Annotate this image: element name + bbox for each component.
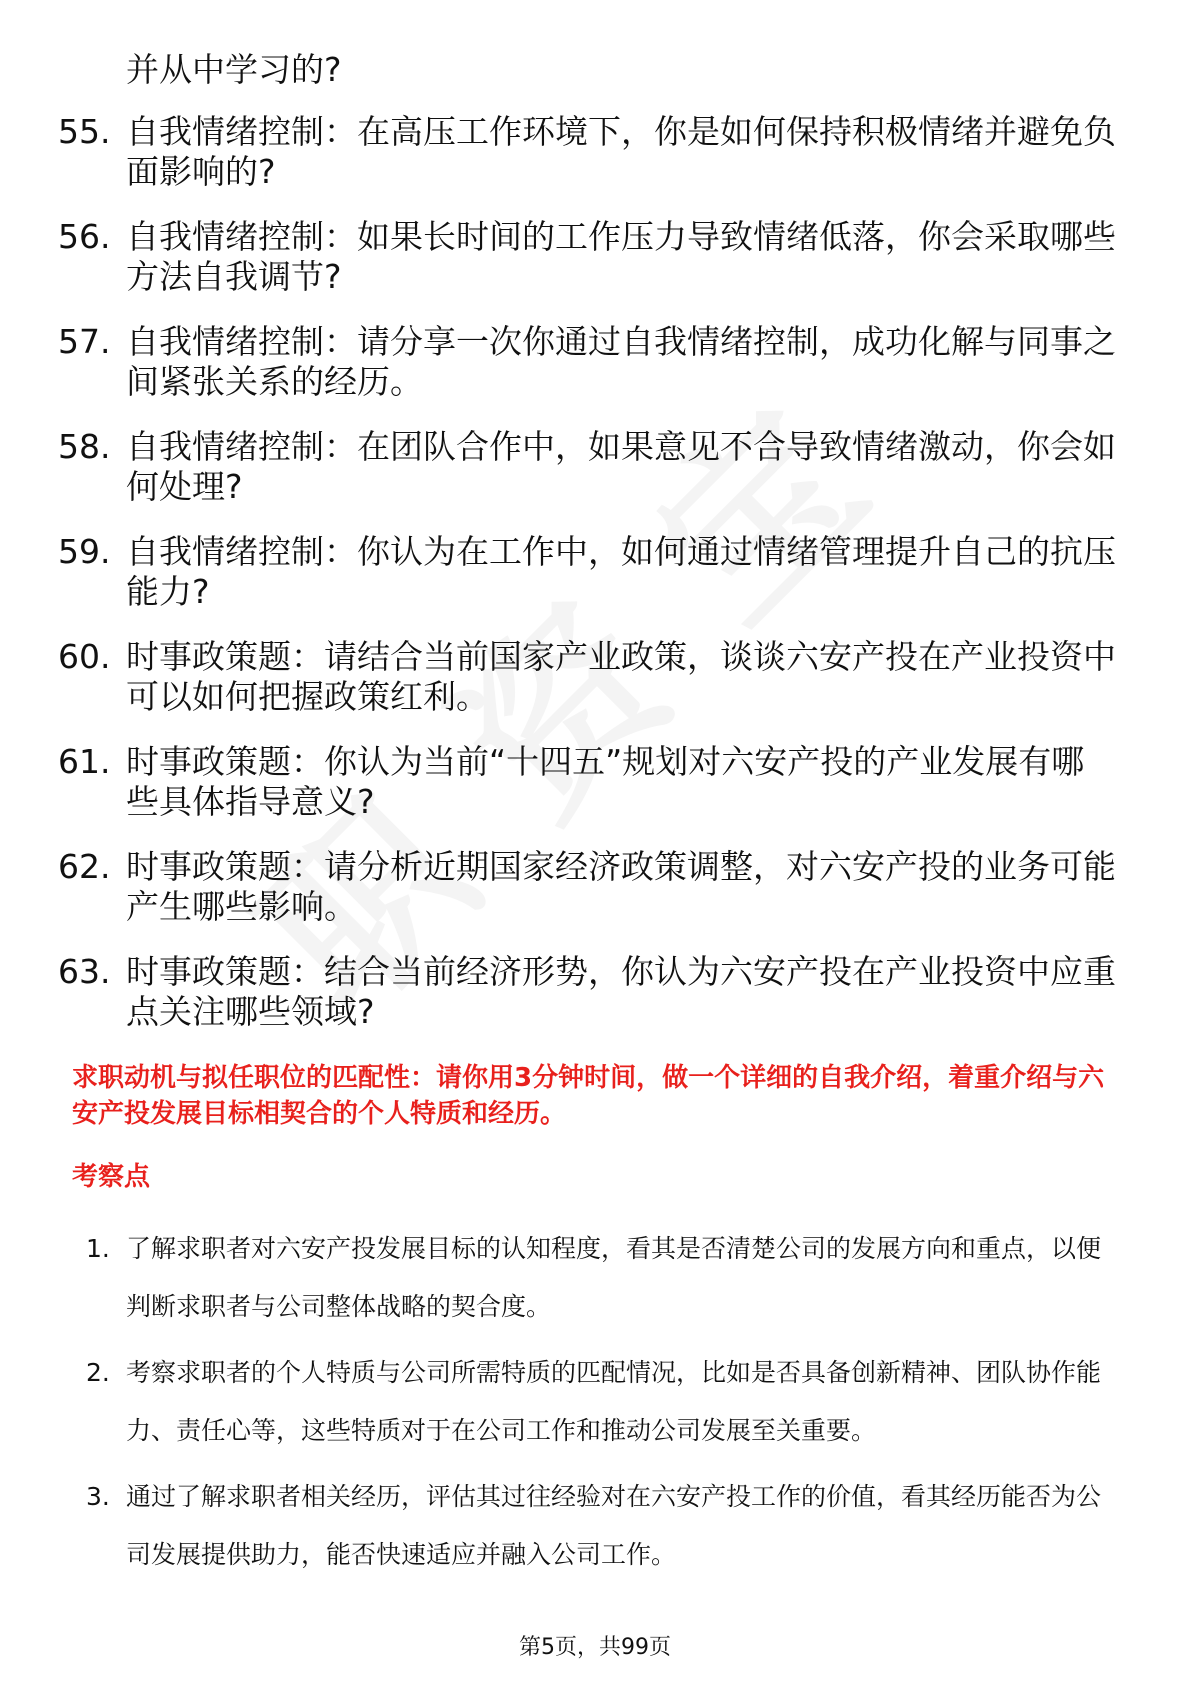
question-number: 58. [58, 427, 111, 466]
list-item [0, 217, 1190, 299]
question-text: 自我情绪控制：请分享一次你通过自我情绪控制，成功化解与同事之间紧张关系的经历。 [126, 322, 1116, 401]
list-item [0, 742, 1190, 824]
point-text: 了解求职者对六安产投发展目标的认知程度，看其是否清楚公司的发展方向和重点，以便判断求职者与公司整体战略的契合度。 [126, 1234, 1102, 1321]
assessment-points [0, 1220, 1190, 1592]
list-item [0, 1220, 1190, 1336]
question-number: 57. [58, 322, 111, 361]
question-list [0, 112, 1190, 1057]
question-text: 时事政策题：你认为当前“十四五”规划对六安产投的产业发展有哪些具体指导意义? [126, 742, 1085, 821]
question-text: 自我情绪控制：如果长时间的工作压力导致情绪低落，你会采取哪些方法自我调节? [126, 217, 1116, 296]
page-footer: 第5页，共99页 [519, 1635, 671, 1660]
list-item [0, 1468, 1190, 1584]
question-number: 63. [58, 952, 111, 991]
question-text: 时事政策题：请分析近期国家经济政策调整，对六安产投的业务可能产生哪些影响。 [126, 847, 1116, 926]
list-item [0, 112, 1190, 194]
question-number: 62. [58, 847, 111, 886]
list-item [0, 637, 1190, 719]
list-item [0, 427, 1190, 509]
question-text: 时事政策题：结合当前经济形势，你认为六安产投在产业投资中应重点关注哪些领域? [126, 952, 1116, 1031]
question-text: 时事政策题：请结合当前国家产业政策，谈谈六安产投在产业投资中可以如何把握政策红利。 [126, 637, 1116, 716]
question-text: 自我情绪控制：你认为在工作中，如何通过情绪管理提升自己的抗压能力? [126, 532, 1116, 611]
question-text: 自我情绪控制：在高压工作环境下，你是如何保持积极情绪并避免负面影响的? [126, 112, 1116, 191]
point-text: 考察求职者的个人特质与公司所需特质的匹配情况，比如是否具备创新精神、团队协作能力、责任心等，这些特质对于在公司工作和推动公司发展至关重要。 [126, 1358, 1102, 1445]
question-number: 60. [58, 637, 111, 676]
motivation-question: 求职动机与拟任职位的匹配性：请你用3分钟时间，做一个详细的自我介绍，着重介绍与六安产投发展目标相契合的个人特质和经历。 [72, 1063, 1105, 1129]
point-text: 通过了解求职者相关经历，评估其过往经验对在六安产投工作的价值，看其经历能否为公司发展提供助力，能否快速适应并融入公司工作。 [126, 1482, 1102, 1569]
points-heading: 考察点 [72, 1162, 151, 1192]
point-number: 1. [86, 1234, 110, 1263]
question-number: 56. [58, 217, 111, 256]
question-text: 自我情绪控制：在团队合作中，如果意见不合导致情绪激动，你会如何处理? [126, 427, 1116, 506]
point-number: 3. [86, 1482, 110, 1511]
question-number: 59. [58, 532, 111, 571]
list-item [0, 952, 1190, 1034]
list-item [0, 847, 1190, 929]
list-item [0, 532, 1190, 614]
question-number: 61. [58, 742, 111, 781]
point-number: 2. [86, 1358, 110, 1387]
question-continuation: 并从中学习的? [126, 50, 342, 89]
list-item [0, 1344, 1190, 1460]
list-item [0, 322, 1190, 404]
question-number: 55. [58, 112, 111, 151]
